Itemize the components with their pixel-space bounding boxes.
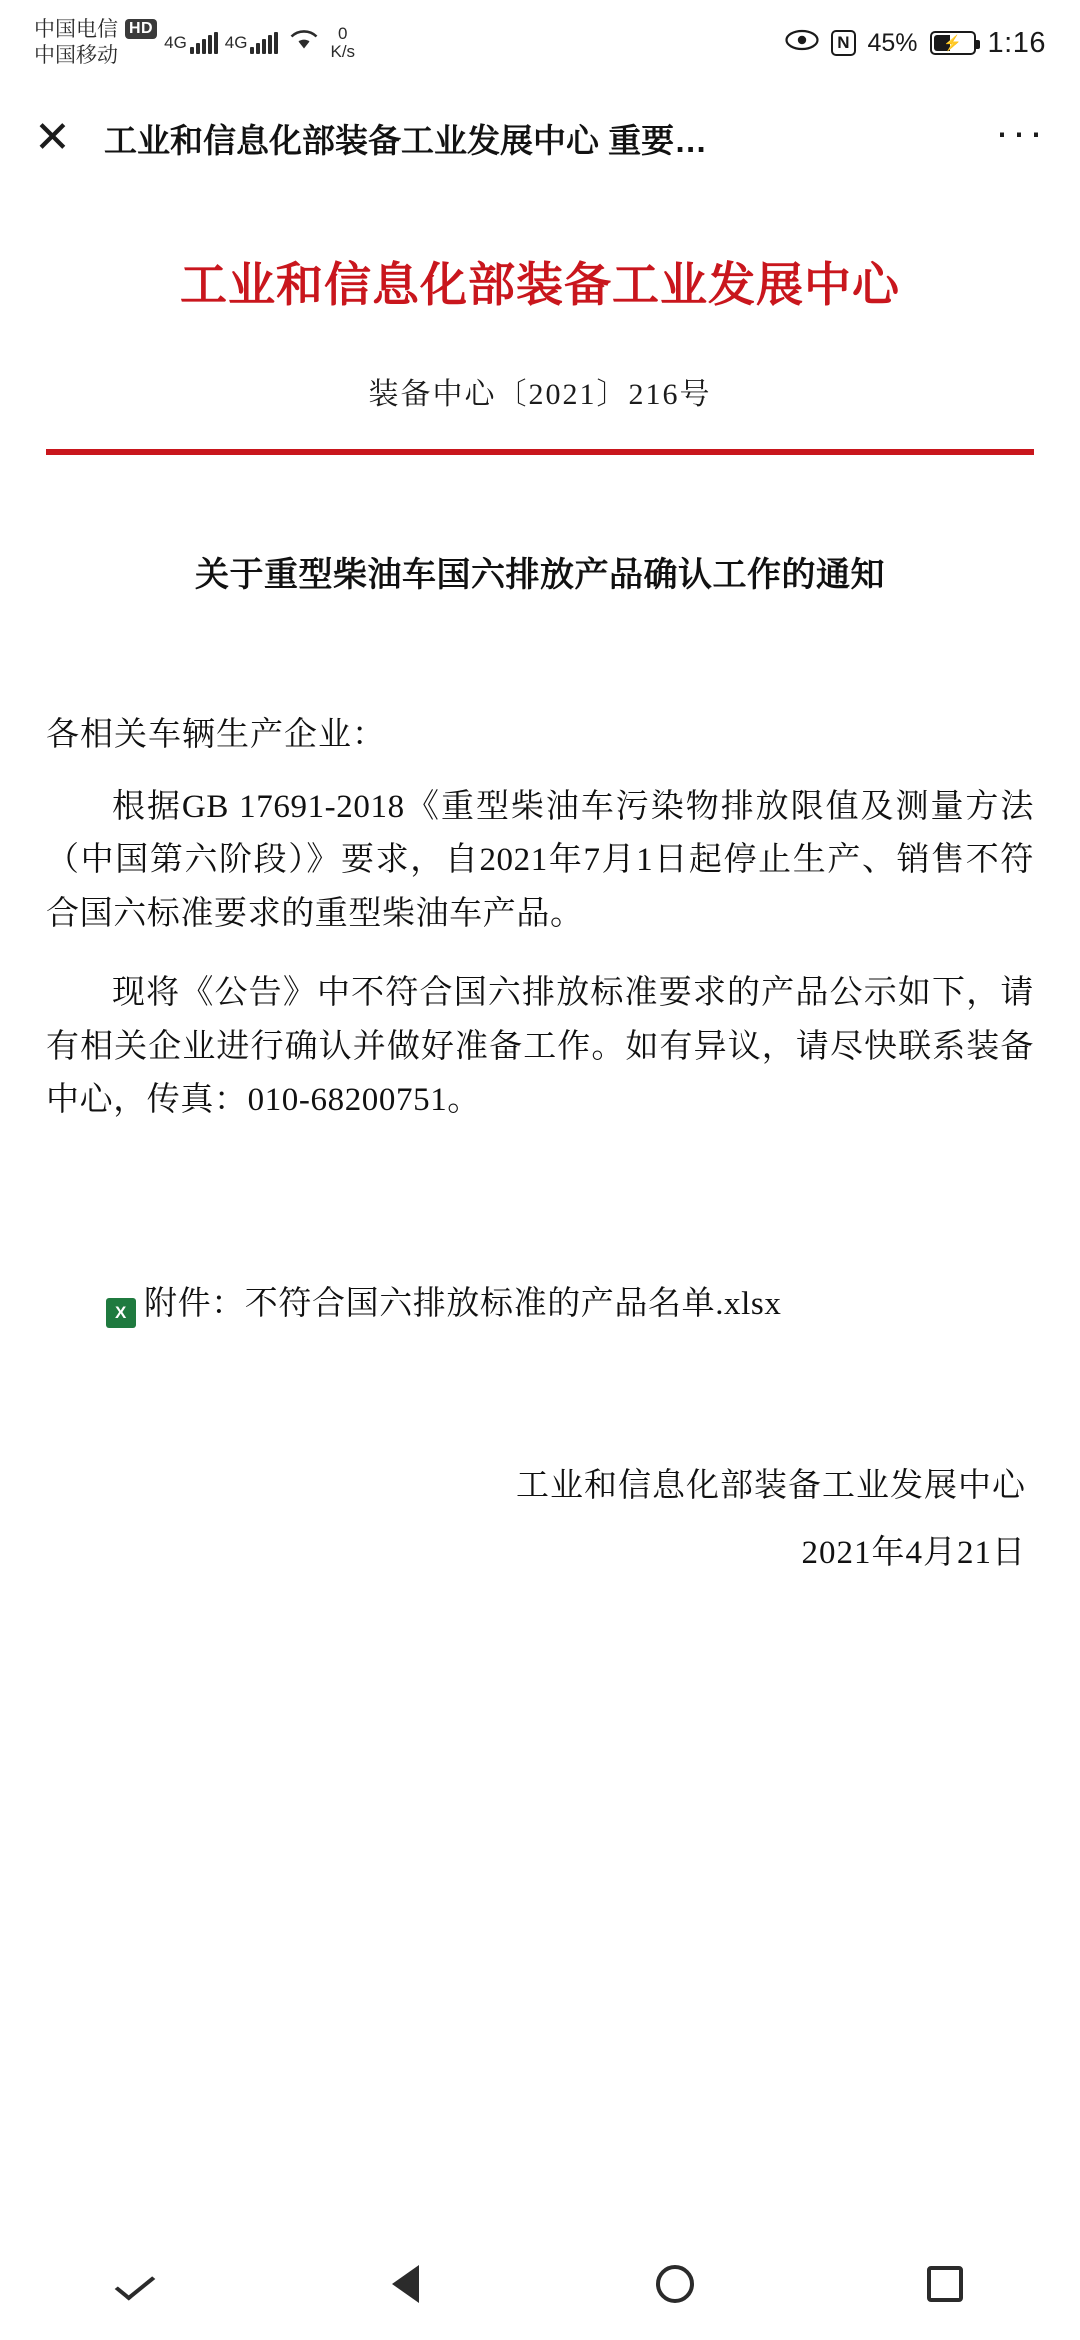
signature-date: 2021年4月21日 xyxy=(801,1535,1026,1572)
home-button[interactable] xyxy=(610,2265,740,2303)
clock-label: 1:16 xyxy=(987,26,1046,59)
back-button[interactable] xyxy=(340,2265,470,2303)
back-triangle-icon xyxy=(392,2265,419,2303)
recents-button[interactable] xyxy=(880,2266,1010,2302)
home-circle-icon xyxy=(656,2265,694,2303)
system-nav-bar xyxy=(0,2228,1080,2340)
data-rate-value: 0 xyxy=(338,24,348,44)
document-paragraph: 现将《公告》中不符合国六排放标准要求的产品公示如下，请有相关企业进行确认并做好准备工作。如有异议，请尽快联系装备中心，传真：010-68200751。 xyxy=(46,975,1034,1119)
more-options-icon[interactable]: ··· xyxy=(995,108,1046,156)
net-type-1-label: 4G xyxy=(164,33,187,52)
status-bar xyxy=(0,0,1080,86)
carrier-labels xyxy=(34,17,118,68)
status-bar-left xyxy=(34,17,355,68)
eye-icon xyxy=(785,29,819,58)
hd-badge-icon: HD xyxy=(125,19,157,39)
battery-percent-label: 45% xyxy=(867,28,918,57)
data-rate-indicator xyxy=(330,25,355,61)
document-salutation: 各相关车辆生产企业： xyxy=(46,717,386,753)
net-type-2-label: 4G xyxy=(224,33,248,52)
carrier-primary-label: 中国电信 xyxy=(34,18,118,42)
signal-group-1 xyxy=(164,32,218,54)
carrier-secondary-label: 中国移动 xyxy=(34,44,118,67)
signal-bars-icon-1 xyxy=(190,32,218,54)
signal-group-2 xyxy=(225,32,279,54)
battery-charging-icon: ⚡ xyxy=(930,31,976,55)
document-paragraph: 根据GB 17691-2018《重型柴油车污染物排放限值及测量方法（中国第六阶段）》要求，自2021年7月1日起停止生产、销售不符合国六标准要求的重型柴油车产品。 xyxy=(46,789,1034,932)
document-body xyxy=(0,248,1080,1588)
signature-org: 工业和信息化部装备工业发展中心 xyxy=(516,1467,1026,1504)
document-number: 装备中心〔2021〕216号 xyxy=(368,378,712,411)
signature-block xyxy=(46,1453,1034,1588)
close-icon[interactable]: ✕ xyxy=(34,113,71,162)
excel-file-icon: X xyxy=(106,1298,136,1328)
signal-bars-icon-2 xyxy=(250,32,278,54)
red-divider xyxy=(46,449,1034,455)
document-title: 关于重型柴油车国六排放产品确认工作的通知 xyxy=(195,557,885,594)
data-rate-unit: K/s xyxy=(330,42,356,61)
recents-square-icon xyxy=(927,2266,963,2302)
chevron-down-icon xyxy=(115,2268,156,2301)
attachment-line[interactable] xyxy=(46,1278,1034,1331)
wifi-icon xyxy=(289,28,319,58)
page-title: 工业和信息化部装备工业发展中心 重要… xyxy=(104,121,708,159)
attachment-label[interactable]: 附件：不符合国六排放标准的产品名单.xlsx xyxy=(144,1285,782,1322)
status-bar-right xyxy=(785,27,1046,60)
document-org-header: 工业和信息化部装备工业发展中心 xyxy=(180,260,900,312)
hide-keyboard-button[interactable] xyxy=(70,2275,200,2293)
app-header xyxy=(0,86,1080,190)
nfc-icon: N xyxy=(831,30,855,56)
